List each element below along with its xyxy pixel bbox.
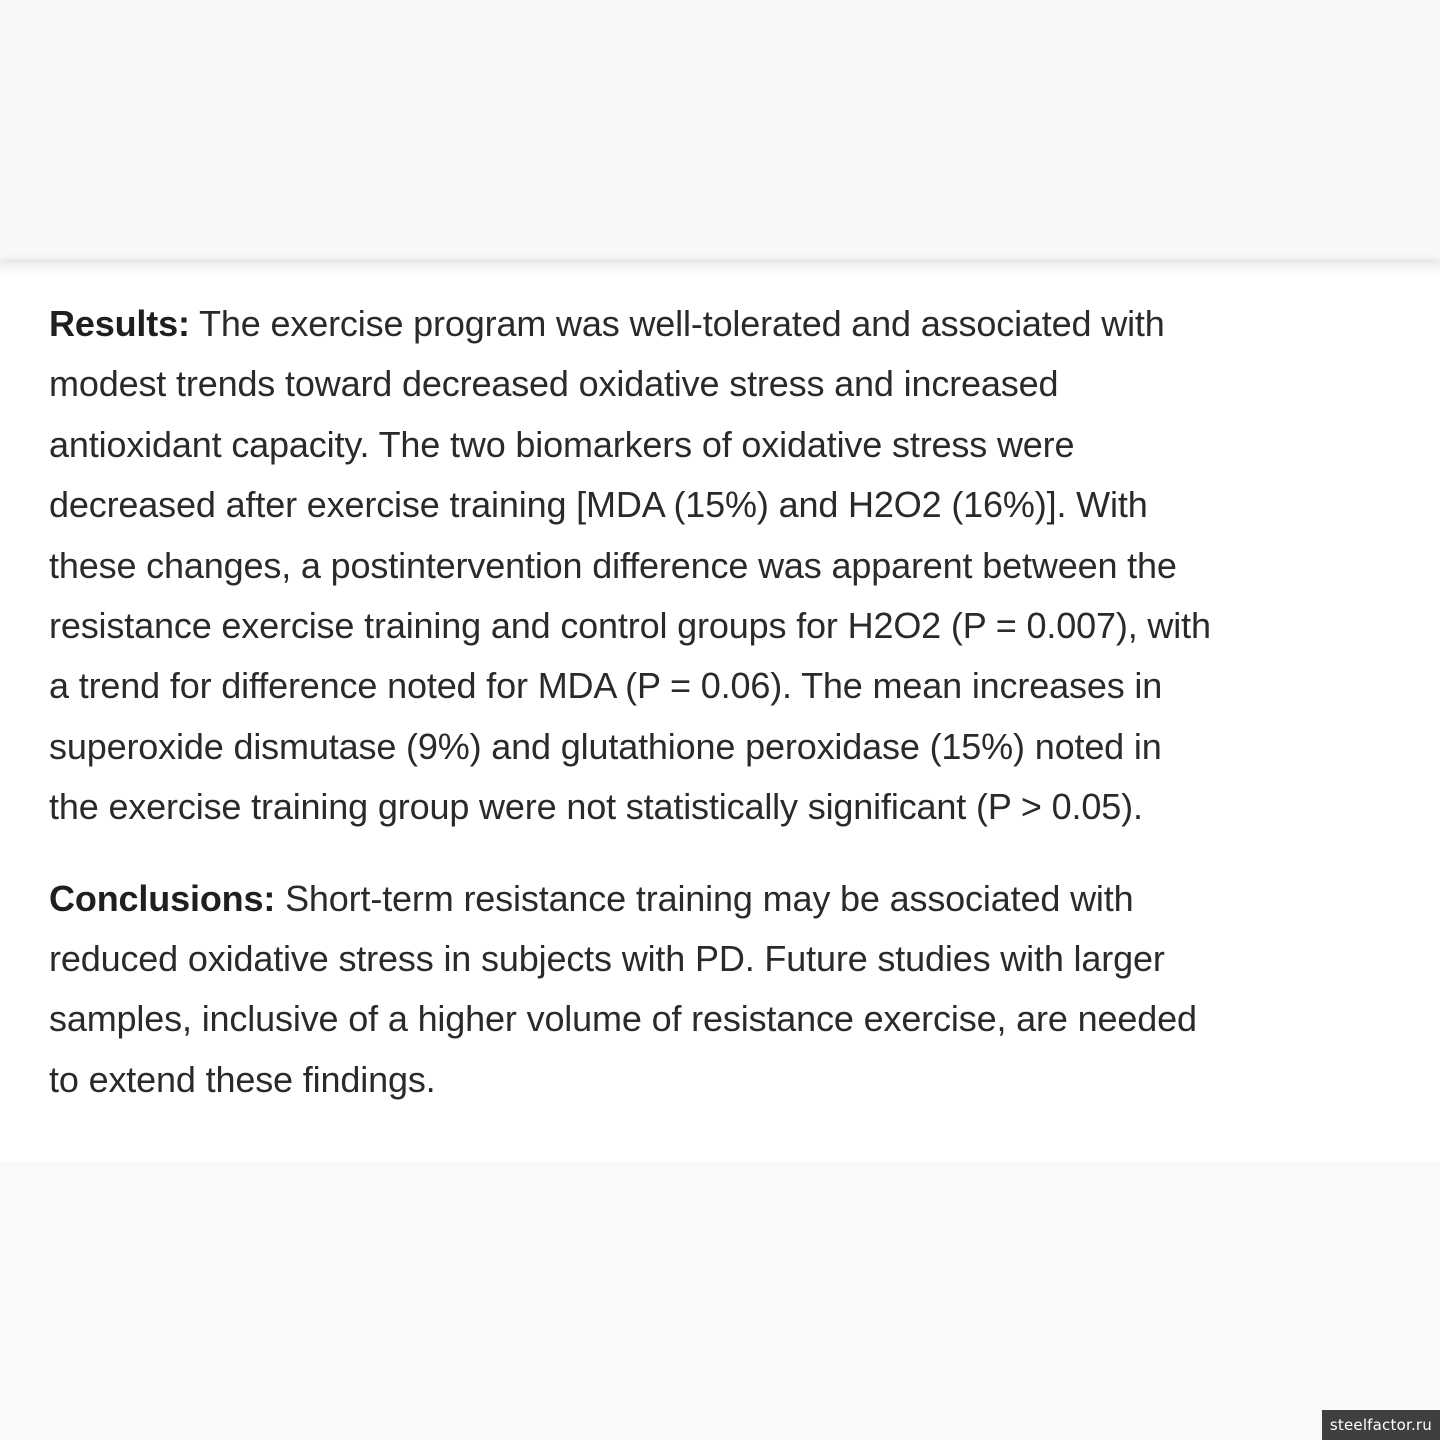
- results-line: Results: The exercise program was well-tolerated and associated with: [49, 303, 1165, 344]
- conclusions-line: to extend these findings.: [49, 1058, 436, 1100]
- results-paragraph: [49, 294, 1419, 838]
- conclusions-line: reduced oxidative stress in subjects with PD. Future studies with larger: [49, 938, 1165, 980]
- results-line: decreased after exercise training [MDA (15%) and H2O2 (16%)]. With: [49, 484, 1148, 526]
- conclusions-paragraph: [49, 869, 1419, 1111]
- results-line: a trend for difference noted for MDA (P = 0.06). The mean increases in: [49, 665, 1163, 707]
- top-blank-area: [0, 0, 1440, 262]
- conclusions-label: Conclusions:: [49, 877, 276, 919]
- bottom-blank-area: [0, 1162, 1440, 1440]
- abstract-text: [49, 294, 1419, 1110]
- results-line: these changes, a postintervention difference was apparent between the: [49, 544, 1177, 586]
- conclusions-line: Conclusions: Short-term resistance training may be associated with: [49, 877, 1134, 919]
- results-line: modest trends toward decreased oxidative stress and increased: [49, 363, 1059, 405]
- conclusions-line: samples, inclusive of a higher volume of resistance exercise, are needed: [49, 998, 1197, 1040]
- results-line: the exercise training group were not statistically significant (P > 0.05).: [49, 786, 1143, 828]
- results-line: superoxide dismutase (9%) and glutathione peroxidase (15%) noted in: [49, 725, 1162, 767]
- watermark-badge: steelfactor.ru: [1322, 1410, 1440, 1440]
- results-line: resistance exercise training and control groups for H2O2 (P = 0.007), with: [49, 605, 1211, 647]
- results-line: antioxidant capacity. The two biomarkers of oxidative stress were: [49, 423, 1075, 465]
- results-label: Results:: [49, 303, 190, 344]
